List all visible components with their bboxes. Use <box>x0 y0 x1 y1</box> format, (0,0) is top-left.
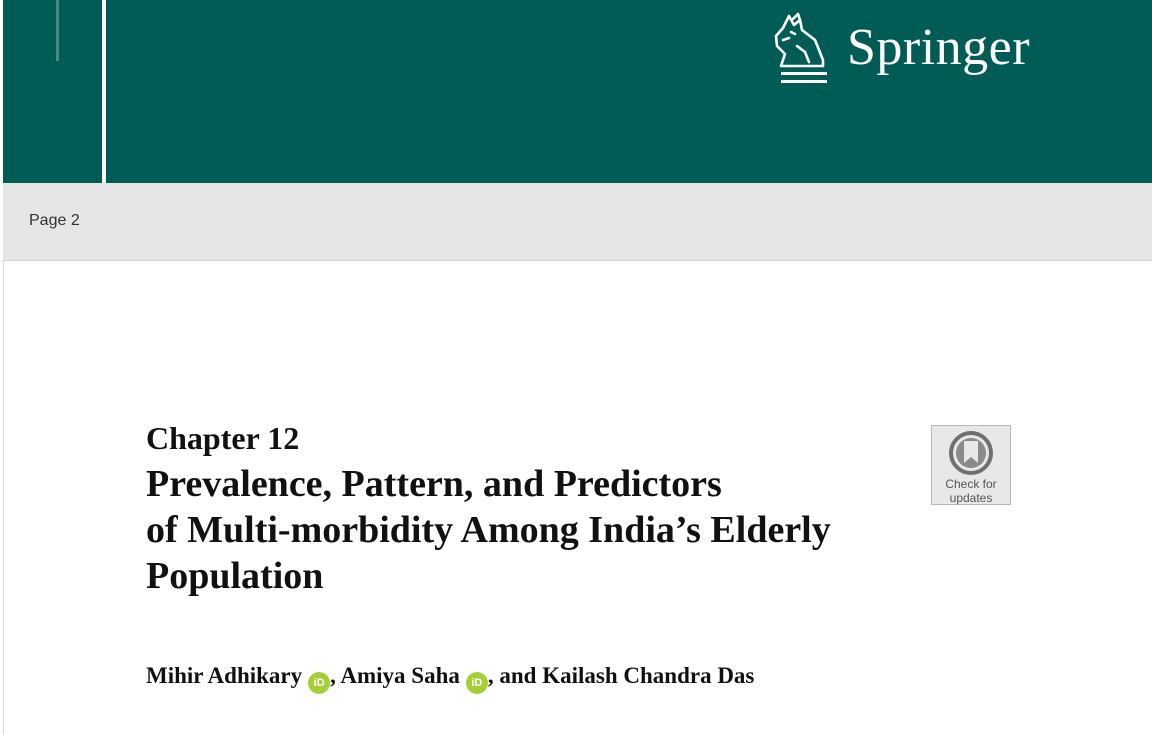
springer-logo[interactable] <box>771 8 1030 88</box>
check-for-updates-line-2: updates <box>949 491 993 505</box>
springer-horse-icon <box>771 10 833 86</box>
publisher-header <box>3 0 1152 183</box>
orcid-icon[interactable]: iD <box>466 672 488 694</box>
springer-wordmark: Springer <box>847 19 1031 76</box>
check-for-updates-button[interactable] <box>931 425 1011 505</box>
author-separator-2: , and <box>487 663 543 688</box>
orcid-icon[interactable]: iD <box>308 672 330 694</box>
chapter-title <box>146 461 926 599</box>
chapter-title-line-1: Prevalence, Pattern, and Predictors <box>146 463 722 505</box>
author-name-3: Kailash Chandra Das <box>542 663 755 688</box>
chapter-number: Chapter 12 <box>146 420 300 456</box>
author-separator-1: , <box>330 663 341 688</box>
chapter-title-line-2: of Multi-morbidity Among India’s Elderly <box>146 509 831 551</box>
author-name-1: Mihir Adhikary <box>146 663 303 688</box>
author-name-2: Amiya Saha <box>340 663 460 688</box>
header-divider-bar <box>102 0 106 183</box>
page-number-label: Page 2 <box>29 212 80 229</box>
bookmark-circle-icon <box>932 430 1010 476</box>
page-indicator-band <box>3 183 1152 261</box>
chapter-title-line-3: Population <box>146 555 324 597</box>
header-accent-bar <box>56 0 59 61</box>
check-for-updates-line-1: Check for <box>945 477 997 491</box>
author-list <box>146 662 754 694</box>
page-left-border <box>3 261 4 735</box>
